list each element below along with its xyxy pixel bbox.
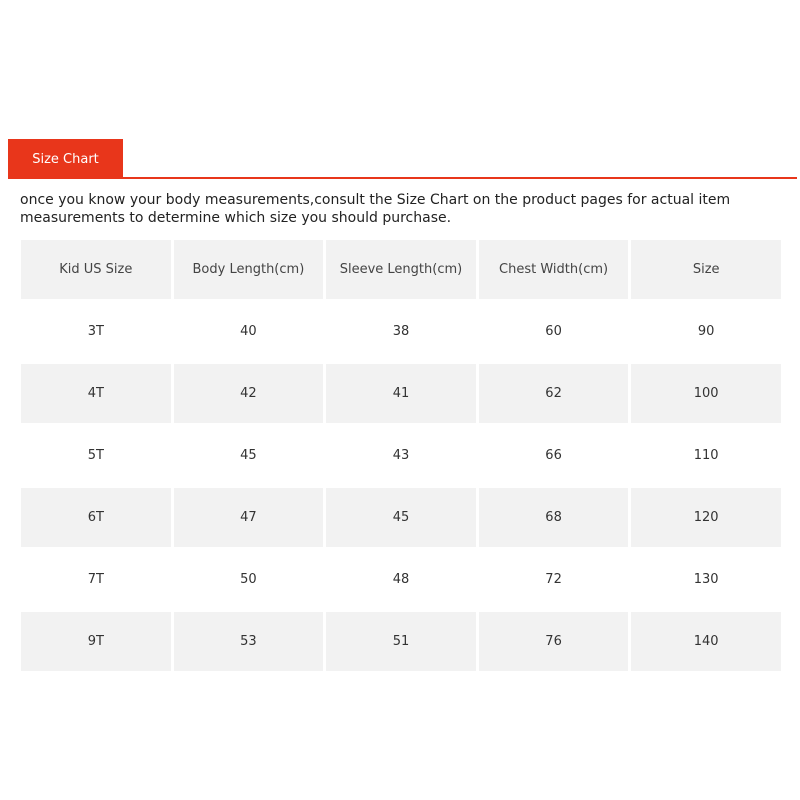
cell-sleeve-length: 41 <box>326 364 476 423</box>
cell-body-length: 53 <box>174 612 324 671</box>
table-row <box>21 364 781 423</box>
cell-size: 130 <box>631 550 781 609</box>
size-chart-table <box>18 237 784 674</box>
cell-body-length: 50 <box>174 550 324 609</box>
table-row <box>21 612 781 671</box>
cell-size: 140 <box>631 612 781 671</box>
cell-sleeve-length: 48 <box>326 550 476 609</box>
column-header-size: Size <box>631 240 781 299</box>
cell-body-length: 40 <box>174 302 324 361</box>
size-chart-tab-bar <box>8 139 797 179</box>
cell-kid-us-size: 6T <box>21 488 171 547</box>
cell-size: 110 <box>631 426 781 485</box>
cell-chest-width: 60 <box>479 302 629 361</box>
table-row <box>21 550 781 609</box>
cell-sleeve-length: 38 <box>326 302 476 361</box>
cell-sleeve-length: 43 <box>326 426 476 485</box>
cell-size: 90 <box>631 302 781 361</box>
intro-text: once you know your body measurements,consult the Size Chart on the product pages for actual item measurements to determine which size you should purchase. <box>20 192 731 226</box>
cell-body-length: 45 <box>174 426 324 485</box>
column-header-body-length: Body Length(cm) <box>174 240 324 299</box>
cell-size: 120 <box>631 488 781 547</box>
column-header-kid-us-size: Kid US Size <box>21 240 171 299</box>
cell-kid-us-size: 7T <box>21 550 171 609</box>
cell-kid-us-size: 3T <box>21 302 171 361</box>
cell-chest-width: 72 <box>479 550 629 609</box>
table-row <box>21 426 781 485</box>
cell-body-length: 47 <box>174 488 324 547</box>
table-row <box>21 488 781 547</box>
cell-size: 100 <box>631 364 781 423</box>
table-header-row <box>21 240 781 299</box>
table-row <box>21 302 781 361</box>
cell-kid-us-size: 4T <box>21 364 171 423</box>
cell-kid-us-size: 9T <box>21 612 171 671</box>
cell-sleeve-length: 51 <box>326 612 476 671</box>
cell-kid-us-size: 5T <box>21 426 171 485</box>
cell-chest-width: 76 <box>479 612 629 671</box>
cell-sleeve-length: 45 <box>326 488 476 547</box>
cell-chest-width: 62 <box>479 364 629 423</box>
cell-chest-width: 66 <box>479 426 629 485</box>
cell-body-length: 42 <box>174 364 324 423</box>
size-chart-tab[interactable]: Size Chart <box>8 139 123 179</box>
column-header-sleeve-length: Sleeve Length(cm) <box>326 240 476 299</box>
cell-chest-width: 68 <box>479 488 629 547</box>
column-header-chest-width: Chest Width(cm) <box>479 240 629 299</box>
